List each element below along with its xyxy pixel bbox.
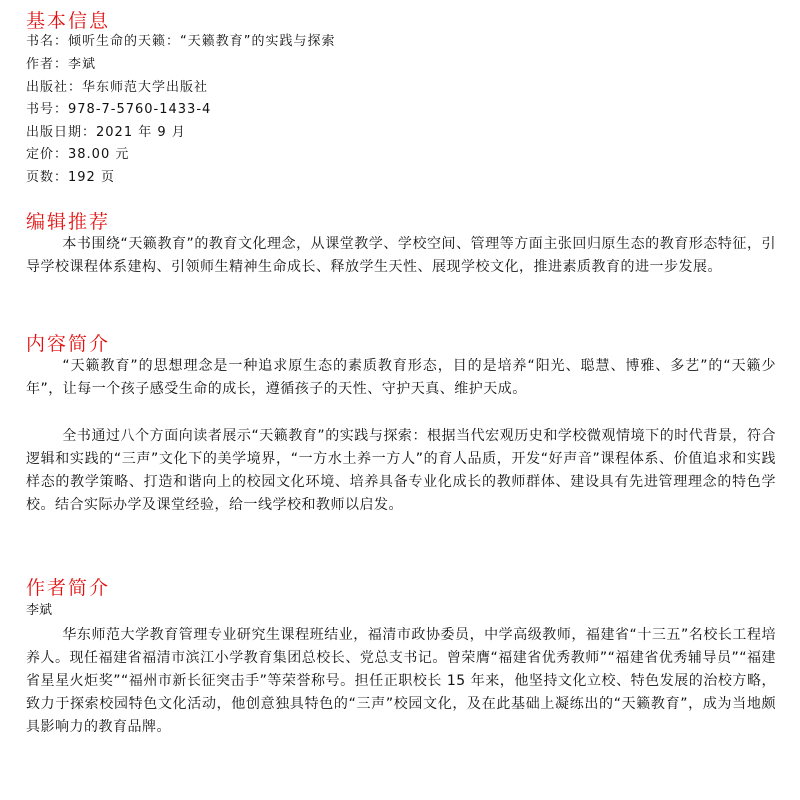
author-intro-heading: 作者简介 (26, 577, 111, 599)
publisher-line: 出版社：华东师范大学出版社 (26, 80, 209, 95)
editor-recommend-heading: 编辑推荐 (26, 211, 111, 233)
isbn-line: 书号：978-7-5760-1433-4 (26, 102, 212, 117)
editor-recommend-text: 本书围绕“天籁教育”的教育文化理念，从课堂教学、学校空间、管理等方面主张回归原生态的教育形态特征，引导学校课程体系建构、引领师生精神生命成长、释放学生天性、展现学校文化，推进素质教育的进一步发展。 (26, 236, 776, 275)
pages-line: 页数：192 页 (26, 170, 115, 185)
pub-date-line: 出版日期：2021 年 9 月 (26, 125, 186, 140)
author-intro-text: 华东师范大学教育管理专业研究生课程班结业，福清市政协委员，中学高级教师，福建省“十三五”名校长工程培养人。现任福建省福清市滨江小学教育集团总校长、党总支书记。曾荣膺“福建省优秀教师”“福建省优秀辅导员”“福建省星星火炬奖”“福州市新长征突击手”等荣誉称号。担任正职校长 15 年来，他坚持文化立校、特色发展的治校方略，致力于探索校园特色文化活动，他创意独具特色的“三声”校园文化，及在此基础上凝练出的“天籁教育”，成为当地颇具影响力的教育品牌。 (26, 627, 776, 735)
content-summary-para-1: “天籁教育”的思想理念是一种追求原生态的素质教育形态，目的是培养“阳光、聪慧、博雅、多艺”的“天籁少年”，让每一个孩子感受生命的成长，遵循孩子的天性、守护天真、维护天成。 (26, 358, 776, 397)
content-summary-heading: 内容简介 (26, 333, 111, 355)
content-summary-para-2: 全书通过八个方面向读者展示“天籁教育”的实践与探索：根据当代宏观历史和学校微观情境下的时代背景，符合逻辑和实践的“三声”文化下的美学境界，“一方水土养一方人”的育人品质，开发“好声音”课程体系、价值追求和实践样态的教学策略、打造和谐向上的校园文化环境、培养具备专业化成长的教师群体、建设具有先进管理理念的特色学校。结合实际办学及课堂经验，给一线学校和教师以启发。 (26, 428, 776, 513)
author-line: 作者：李斌 (26, 57, 97, 72)
book-name: 书名：倾听生命的天籁：“天籁教育”的实践与探索 (26, 34, 336, 49)
basic-info-heading: 基本信息 (26, 10, 111, 32)
price-line: 定价：38.00 元 (26, 147, 130, 162)
author-name: 李斌 (26, 603, 53, 618)
